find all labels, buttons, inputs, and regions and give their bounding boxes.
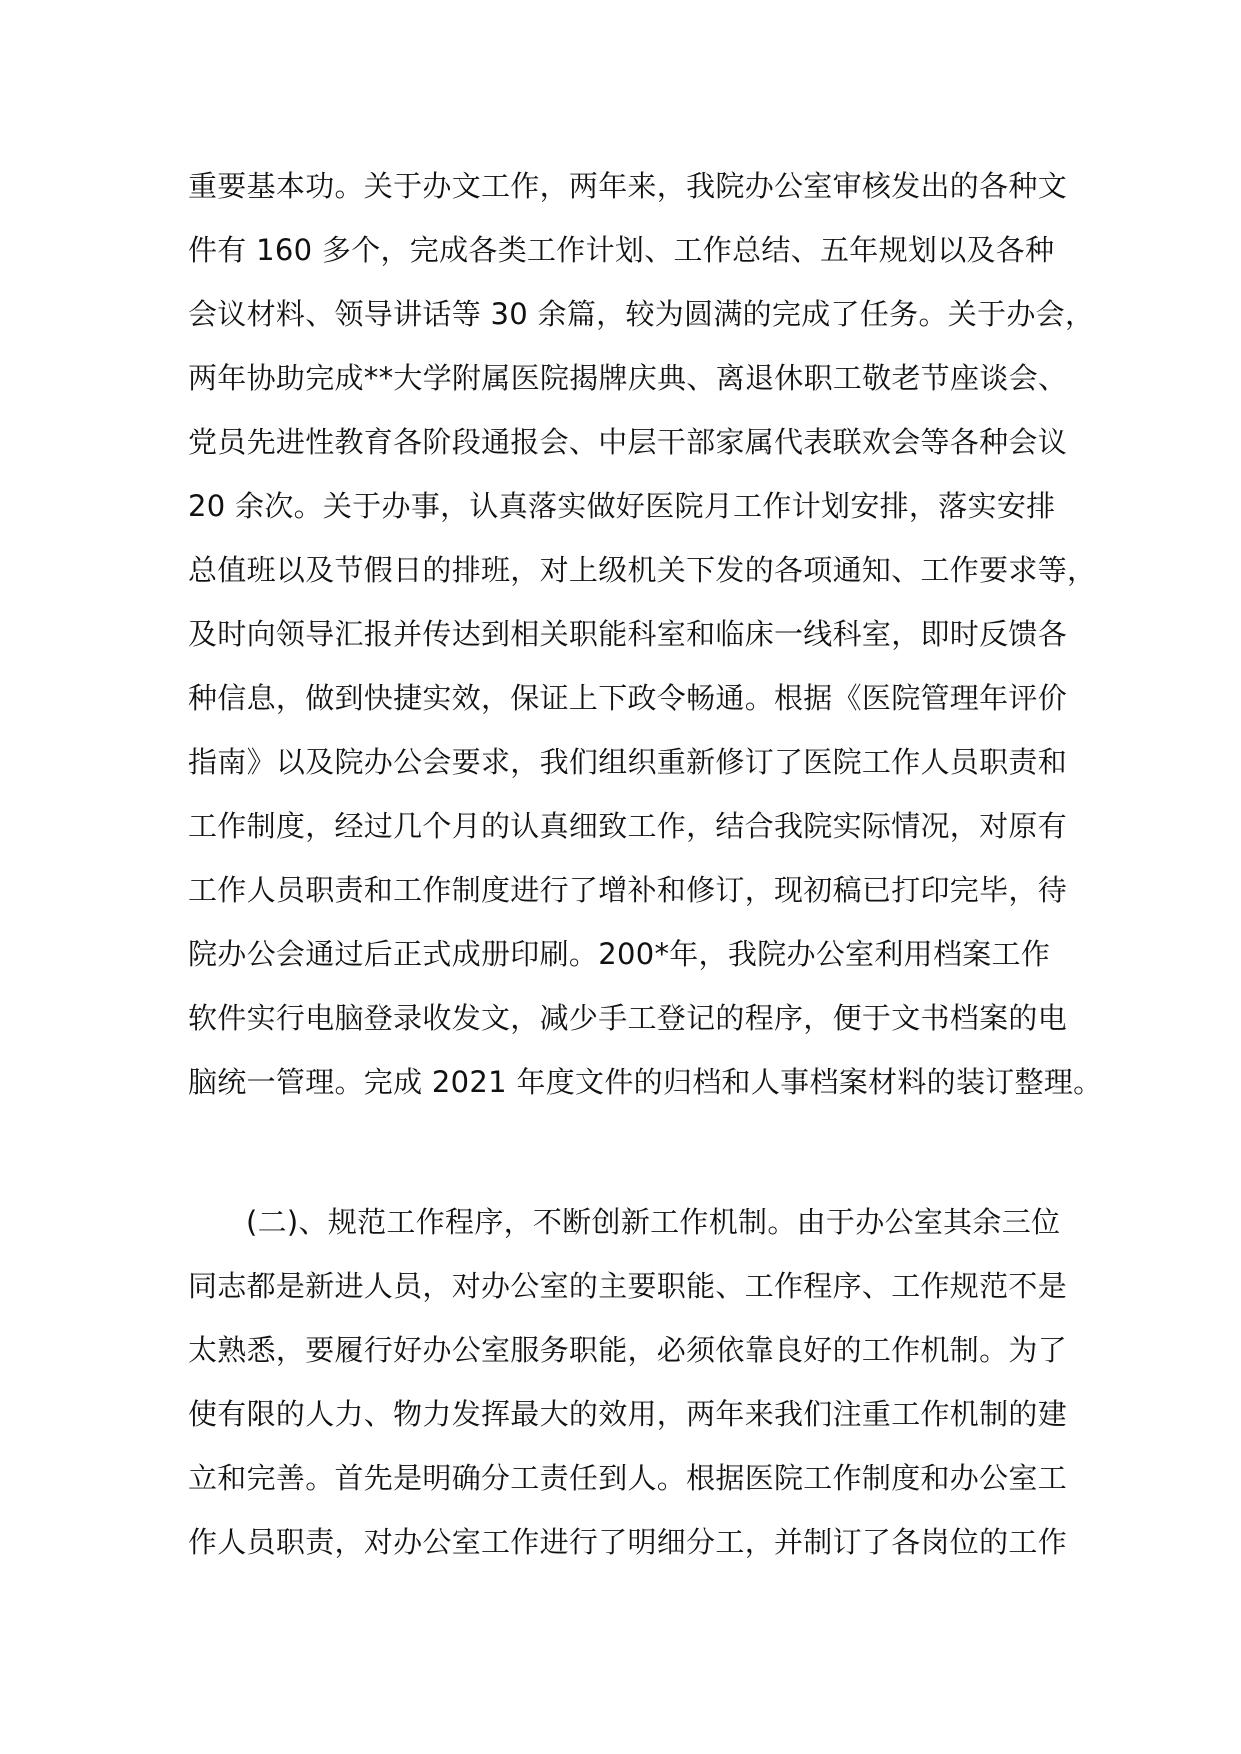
text-line: 立和完善。首先是明确分工责任到人。根据医院工作制度和办公室工	[188, 1461, 1068, 1495]
text-line: 党员先进性教育各阶段通报会、中层干部家属代表联欢会等各种会议	[188, 425, 1068, 459]
text-line: 作人员职责，对办公室工作进行了明细分工，并制订了各岗位的工作	[188, 1525, 1068, 1559]
text-line: 及时向领导汇报并传达到相关职能科室和临床一线科室，即时反馈各	[188, 617, 1068, 651]
text-line: 使有限的人力、物力发挥最大的效用，两年来我们注重工作机制的建	[188, 1397, 1068, 1431]
text-line: 总值班以及节假日的排班，对上级机关下发的各项通知、工作要求等，	[188, 553, 1097, 587]
text-line: 种信息，做到快捷实效，保证上下政令畅通。根据《医院管理年评价	[188, 681, 1068, 715]
text-line: 工作人员职责和工作制度进行了增补和修订，现初稿已打印完毕，待	[188, 873, 1068, 907]
text-line: 会议材料、领导讲话等 30 余篇，较为圆满的完成了任务。关于办会，	[188, 297, 1095, 331]
text-line: 工作制度，经过几个月的认真细致工作，结合我院实际情况，对原有	[188, 809, 1068, 843]
text-line: 指南》以及院办公会要求，我们组织重新修订了医院工作人员职责和	[188, 745, 1068, 779]
text-line: 重要基本功。关于办文工作，两年来，我院办公室审核发出的各种文	[188, 169, 1068, 203]
text-line: 同志都是新进人员，对办公室的主要职能、工作程序、工作规范不是	[188, 1269, 1068, 1303]
text-line: 院办公会通过后正式成册印刷。200*年，我院办公室利用档案工作	[188, 937, 1051, 971]
text-line: 件有 160 多个，完成各类工作计划、工作总结、五年规划以及各种	[188, 233, 1055, 267]
text-line: 脑统一管理。完成 2021 年度文件的归档和人事档案材料的装订整理。	[188, 1065, 1103, 1099]
text-line: 太熟悉，要履行好办公室服务职能，必须依靠良好的工作机制。为了	[188, 1333, 1068, 1367]
text-line: 软件实行电脑登录收发文，减少手工登记的程序，便于文书档案的电	[188, 1001, 1068, 1035]
text-line: 20 余次。关于办事，认真落实做好医院月工作计划安排，落实安排	[188, 489, 1056, 523]
text-line: 两年协助完成**大学附属医院揭牌庆典、离退休职工敬老节座谈会、	[188, 361, 1068, 395]
text-line: (二)、规范工作程序，不断创新工作机制。由于办公室其余三位	[246, 1205, 1061, 1239]
